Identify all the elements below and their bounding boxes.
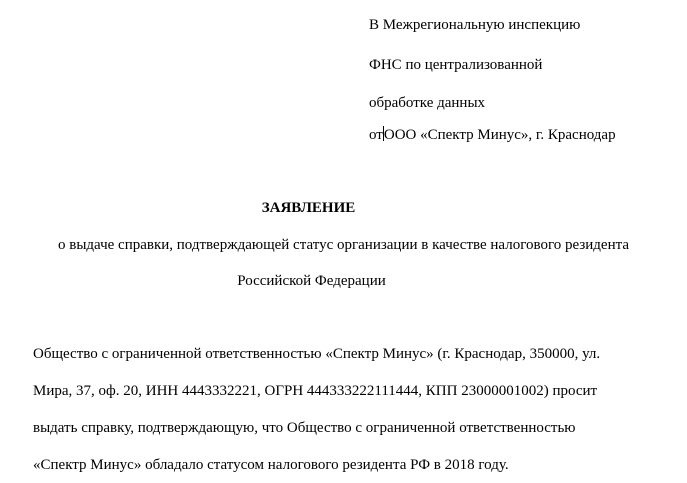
addressee-line-1: В Межрегиональную инспекцию bbox=[369, 17, 581, 33]
body-line-3: выдать справку, подтверждающую, что Общество с ограниченной ответственностью bbox=[33, 420, 576, 436]
document-subtitle-line-2: Российской Федерации bbox=[237, 273, 386, 289]
from-organization: ООО «Спектр Минус», г. Краснодар bbox=[383, 127, 616, 143]
addressee-line-2: ФНС по централизованной bbox=[369, 57, 543, 73]
document-subtitle-line-1: о выдаче справки, подтверждающей статус организации в качестве налогового резидента bbox=[57, 237, 630, 253]
body-line-4: «Спектр Минус» обладало статусом налогового резидента РФ в 2018 году. bbox=[33, 457, 509, 473]
body-line-2: Мира, 37, оф. 20, ИНН 4443332221, ОГРН 444333222111444, КПП 23000001002) просит bbox=[33, 383, 598, 399]
addressee-line-3: обработке данных bbox=[369, 95, 486, 111]
addressee-from-line bbox=[369, 126, 616, 144]
body-line-1: Общество с ограниченной ответственностью «Спектр Минус» (г. Краснодар, 350000, ул. bbox=[33, 346, 601, 362]
document-title: ЗАЯВЛЕНИЕ bbox=[261, 200, 356, 216]
from-prefix: от bbox=[369, 127, 383, 143]
